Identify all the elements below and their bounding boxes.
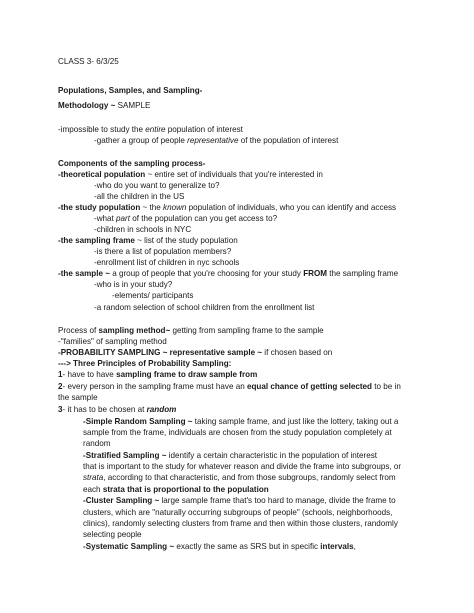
- method-text: getting from sampling frame to the sample: [170, 326, 324, 335]
- principle-2: [58, 381, 401, 392]
- sampling-type-text: exactly the same as SRS but in specific: [174, 542, 321, 551]
- sampling-type-text: large sample frame that's too hard to manage, divide the frame to: [159, 496, 396, 505]
- study-population-line: [58, 202, 396, 213]
- systematic-line-1: [83, 541, 356, 552]
- stratified-line-1: [83, 450, 377, 461]
- list-emphasis: part: [116, 214, 130, 223]
- srs-line-1: [83, 416, 398, 427]
- term-emphasis: known: [163, 203, 187, 212]
- principle-emphasis: sampling frame to draw sample from: [116, 370, 258, 379]
- list-item: -all the children in the US: [94, 192, 185, 201]
- srs-line-3: random: [83, 439, 111, 448]
- cluster-line-4: selecting people: [83, 530, 142, 539]
- intro-line-1: [58, 124, 243, 135]
- term-label: -theoretical population: [58, 170, 146, 179]
- intro-text: -impossible to study the: [58, 125, 146, 134]
- sample-line: [58, 268, 398, 279]
- principle-text: - every person in the sampling frame must have an: [62, 382, 247, 391]
- list-item: -who do you want to generalize to?: [94, 181, 220, 190]
- method-text: Process of: [58, 326, 99, 335]
- methodology-label: Methodology ~: [58, 101, 116, 110]
- theoretical-population-line: [58, 169, 323, 180]
- sampling-type-text: taking sample frame, and just like the lottery, taking out a: [192, 417, 399, 426]
- list-item: -who is in your study?: [94, 280, 173, 289]
- term-definition: a group of people that you're choosing for your study: [109, 269, 304, 278]
- sampling-type-text: , according to that characteristic, and from those subgroups, randomly select from: [103, 473, 396, 482]
- term-label: -the sample ~: [58, 269, 110, 278]
- sampling-type-label: -Stratified Sampling ~: [83, 451, 167, 460]
- sampling-type-label: -Simple Random Sampling ~: [83, 417, 193, 426]
- term-emphasis: FROM: [303, 269, 328, 278]
- cluster-line-1: [83, 495, 396, 506]
- term-definition: population of individuals, who you can identify and access: [186, 203, 397, 212]
- list-text: of the population can you get access to?: [130, 214, 278, 223]
- intro-emphasis: representative: [187, 136, 239, 145]
- cluster-line-2: clusters, which are "naturally occurring subgroups of people" (schools, neighborhoods,: [83, 508, 393, 517]
- srs-line-2: sample from the frame, individuals are chosen from the study population completely at: [83, 428, 392, 437]
- principle-number: 3: [58, 405, 63, 414]
- sampling-type-emphasis: intervals: [320, 542, 354, 551]
- components-heading: Components of the sampling process-: [58, 159, 206, 168]
- sampling-type-emphasis: strata that is proportional to the population: [102, 485, 269, 494]
- sampling-type-label: -Cluster Sampling ~: [83, 496, 160, 505]
- probability-sampling-line: [58, 347, 332, 358]
- term-definition: the sampling frame: [327, 269, 399, 278]
- list-item: -a random selection of school children from the enrollment list: [94, 303, 315, 312]
- sampling-type-text: identify a certain characteristic in the population of interest: [166, 451, 377, 460]
- principle-text: to be in: [372, 382, 401, 391]
- list-item: -enrollment list of children in nyc schools: [94, 258, 240, 267]
- stratified-line-3: [83, 472, 396, 483]
- principle-emphasis: random: [146, 405, 177, 414]
- term-label: -the study population: [58, 203, 141, 212]
- intro-text: population of interest: [165, 125, 243, 134]
- term-definition: ~ list of the study population: [134, 236, 238, 245]
- methodology-line: [58, 100, 150, 111]
- term-definition: ~ entire set of individuals that you're interested in: [145, 170, 323, 179]
- principle-1: [58, 369, 257, 380]
- principle-number: 1: [58, 370, 63, 379]
- sampling-type-emphasis: strata: [83, 473, 104, 482]
- stratified-line-4: [83, 484, 269, 495]
- list-item: -is there a list of population members?: [94, 247, 232, 256]
- list-item: -children in schools in NYC: [94, 225, 192, 234]
- sampling-type-label: -Systematic Sampling ~: [83, 542, 175, 551]
- principle-text: - have to have: [62, 370, 117, 379]
- principle-emphasis: equal chance of getting selected: [246, 382, 373, 391]
- intro-text: -gather a group of people: [94, 136, 188, 145]
- intro-text: of the population of interest: [238, 136, 339, 145]
- intro-emphasis: entire: [145, 125, 166, 134]
- principle-number: 2: [58, 382, 63, 391]
- methodology-value: SAMPLE: [115, 101, 151, 110]
- class-header: CLASS 3- 6/3/25: [58, 57, 119, 66]
- term-label: -the sampling frame: [58, 236, 135, 245]
- stratified-line-2: that is important to the study for whatever reason and divide the frame into subgroups, or: [83, 462, 402, 471]
- list-item: -elements/ participants: [112, 291, 194, 300]
- families-line: -"families" of sampling method: [58, 337, 167, 346]
- principle-text: - it has to be chosen at: [62, 405, 147, 414]
- document-title: Populations, Samples, and Sampling-: [58, 86, 203, 95]
- method-term: sampling method~: [98, 326, 171, 335]
- sampling-type-text: each: [83, 485, 103, 494]
- intro-line-2: [94, 135, 338, 146]
- list-text: -what: [94, 214, 117, 223]
- principles-heading: ---> Three Principles of Probability Sampling:: [58, 359, 232, 368]
- principle-3: [58, 404, 176, 415]
- sampling-method-line: [58, 325, 324, 336]
- list-item: [94, 213, 277, 224]
- sampling-frame-line: [58, 235, 238, 246]
- cluster-line-3: clinics), randomly selecting clusters from frame and then within those clusters, randomly: [83, 519, 398, 528]
- method-term: -PROBABILITY SAMPLING ~ representative sample ~: [58, 348, 263, 357]
- term-definition: ~ the: [140, 203, 164, 212]
- method-text: if chosen based on: [262, 348, 333, 357]
- principle-2-continued: the sample: [58, 393, 98, 402]
- sampling-type-text: ,: [353, 542, 356, 551]
